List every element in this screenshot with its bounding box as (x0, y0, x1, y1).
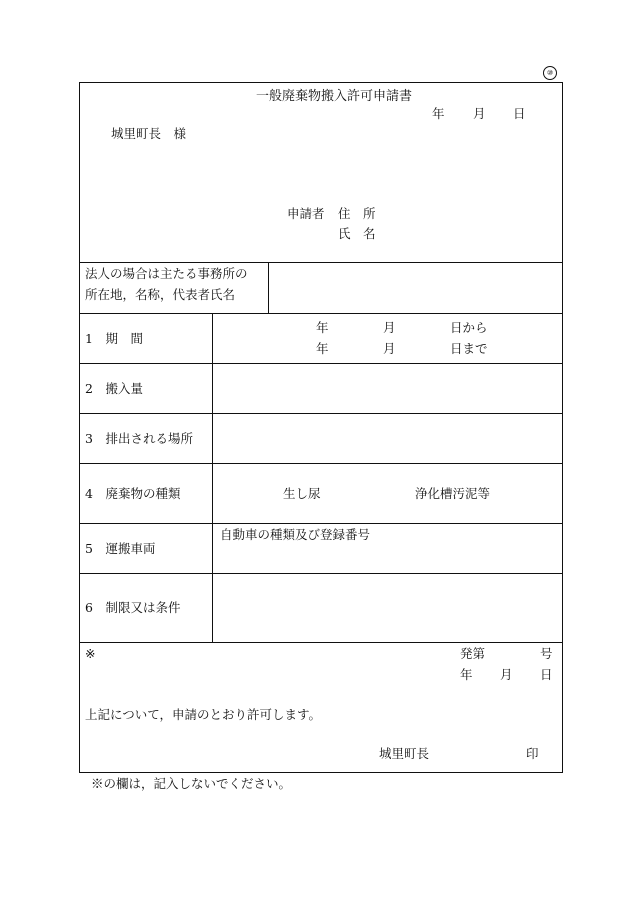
issue-number-suffix: 号 (540, 646, 553, 661)
application-form-frame (79, 82, 563, 773)
amount-label: 2 搬入量 (85, 381, 143, 396)
divider-period (79, 363, 563, 364)
period-label: 1 期 間 (85, 331, 143, 346)
period-from-day: 日から (450, 320, 488, 335)
period-from-month: 月 (383, 320, 396, 335)
divider-waste-type (79, 523, 563, 524)
permit-date-year: 年 (460, 667, 473, 682)
waste-type-option-night-soil: 生し尿 (283, 486, 321, 501)
divider-label-column (212, 313, 213, 642)
divider-amount (79, 413, 563, 414)
period-to-year: 年 (316, 341, 329, 356)
period-from-year: 年 (316, 320, 329, 335)
permit-date-month: 月 (500, 667, 513, 682)
divider-corporate (79, 313, 563, 314)
permit-date-day: 日 (540, 667, 553, 682)
official-use-mark: ※ (85, 646, 96, 661)
corporate-label-line1: 法人の場合は主たる事務所の (85, 266, 248, 281)
applicant-name-label: 氏 名 (338, 226, 376, 241)
form-title: 一般廃棄物搬入許可申請書 (256, 89, 413, 104)
date-year: 年 (432, 106, 445, 121)
footnote: ※の欄は，記入しないでください。 (91, 776, 292, 791)
conditions-label: 6 制限又は条件 (85, 600, 181, 615)
date-day: 日 (513, 106, 526, 121)
corporate-label-line2: 所在地，名称，代表者氏名 (85, 287, 236, 302)
divider-conditions (79, 642, 563, 643)
addressee: 城里町長 様 (111, 126, 187, 141)
issue-number-prefix: 発第 (460, 646, 486, 661)
waste-type-option-septic-sludge: 浄化槽汚泥等 (415, 486, 491, 501)
vehicle-note: 自動車の種類及び登録番号 (220, 527, 371, 542)
waste-type-label: 4 廃棄物の種類 (85, 486, 181, 501)
applicant-label: 申請者 (287, 206, 325, 221)
seal-mark: 印 (526, 746, 539, 761)
date-month: 月 (473, 106, 486, 121)
permit-statement: 上記について，申請のとおり許可します。 (85, 707, 322, 722)
divider-header (79, 262, 563, 263)
divider-corporate-vertical (268, 262, 269, 313)
corner-circled-mark: ⑩ (543, 66, 557, 80)
period-to-month: 月 (383, 341, 396, 356)
period-to-day: 日まで (450, 341, 488, 356)
divider-vehicle (79, 573, 563, 574)
permit-signer: 城里町長 (379, 746, 430, 761)
source-label: 3 排出される場所 (85, 431, 193, 446)
vehicle-label: 5 運搬車両 (85, 541, 156, 556)
applicant-address-label: 住 所 (338, 206, 376, 221)
divider-source (79, 463, 563, 464)
